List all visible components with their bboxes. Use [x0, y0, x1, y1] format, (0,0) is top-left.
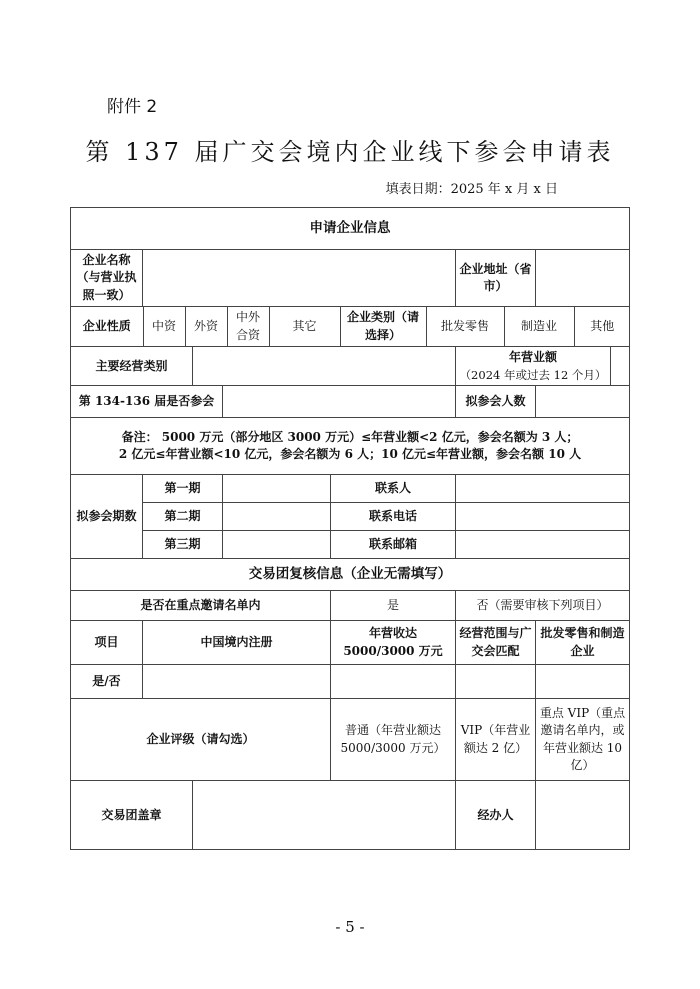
- annual-revenue-label: 年营业额 （2024 年或过去 12 个月）: [456, 347, 611, 385]
- contact-label: 联系电话: [331, 503, 456, 531]
- yes-no-label: 是/否: [71, 665, 143, 699]
- seal-field[interactable]: [193, 781, 456, 850]
- quota-note: 备注： 5000 万元（部分地区 3000 万元）≤年营业额<2 亿元，参会名额为 3 人； 2 亿元≤年营业额<10 亿元，参会名额为 6 人；10 亿元≤年营业额，参会名额 10 人: [71, 418, 630, 475]
- key-list-no[interactable]: 否（需要审核下列项目）: [456, 591, 630, 621]
- phase-field[interactable]: [223, 531, 331, 559]
- nature-option[interactable]: 外资: [185, 307, 227, 346]
- item-label: 项目: [71, 621, 143, 665]
- phase-field[interactable]: [223, 475, 331, 503]
- handler-label: 经办人: [456, 781, 536, 850]
- contact-field[interactable]: [456, 531, 630, 559]
- sessions-label: 拟参会期数: [71, 475, 143, 559]
- planned-attendees-label: 拟参会人数: [456, 386, 536, 418]
- planned-attendees-field[interactable]: [536, 386, 630, 418]
- main-business-field[interactable]: [193, 347, 456, 386]
- past-sessions-label: 第 134-136 届是否参会: [71, 386, 223, 418]
- check-item: 经营范围与广交会匹配: [456, 621, 536, 665]
- category-option[interactable]: 其他: [590, 318, 615, 333]
- category-option[interactable]: 批发零售: [426, 307, 504, 346]
- phase-label: 第三期: [143, 531, 223, 559]
- page-title: 第 137 届广交会境内企业线下参会申请表: [85, 138, 615, 166]
- nature-category-row: [71, 307, 630, 346]
- check-result[interactable]: [331, 665, 456, 699]
- company-address-field[interactable]: [536, 250, 630, 307]
- seal-label: 交易团盖章: [71, 781, 193, 850]
- annual-revenue-field[interactable]: [611, 347, 630, 385]
- fill-date: 填表日期：2025 年 x 月 x 日: [385, 182, 558, 197]
- check-result[interactable]: [456, 665, 536, 699]
- applicant-section-title: 申请企业信息: [71, 208, 630, 250]
- nature-option[interactable]: 中外合资: [227, 307, 269, 346]
- rating-option-vip[interactable]: VIP（年营业额达 2 亿）: [456, 699, 536, 781]
- nature-option[interactable]: 其它: [269, 307, 340, 346]
- nature-option[interactable]: 中资: [143, 307, 185, 346]
- check-result[interactable]: [536, 665, 630, 699]
- check-item: 年营收达 5000/3000 万元: [331, 621, 456, 665]
- review-section-title: 交易团复核信息（企业无需填写）: [71, 559, 630, 591]
- rating-label: 企业评级（请勾选）: [71, 699, 331, 781]
- key-list-yes[interactable]: 是: [331, 591, 456, 621]
- handler-field[interactable]: [536, 781, 630, 850]
- contact-label: 联系人: [331, 475, 456, 503]
- category-label: 企业类别（请选择）: [340, 307, 426, 346]
- category-option[interactable]: 制造业: [504, 307, 574, 346]
- company-name-field[interactable]: [143, 250, 456, 307]
- main-business-label: 主要经营类别: [71, 347, 193, 386]
- page-number: - 5 -: [335, 918, 365, 936]
- phase-label: 第一期: [143, 475, 223, 503]
- check-result[interactable]: [143, 665, 331, 699]
- company-address-label: 企业地址（省市）: [456, 250, 536, 307]
- company-name-label: 企业名称（与营业执照一致）: [71, 250, 143, 307]
- key-list-label: 是否在重点邀请名单内: [71, 591, 331, 621]
- contact-field[interactable]: [456, 503, 630, 531]
- check-item: 中国境内注册: [143, 621, 331, 665]
- attachment-label: 附件 2: [107, 97, 158, 117]
- contact-label: 联系邮箱: [331, 531, 456, 559]
- contact-field[interactable]: [456, 475, 630, 503]
- application-form: [70, 207, 630, 850]
- check-item: 批发零售和制造企业: [536, 621, 630, 665]
- phase-label: 第二期: [143, 503, 223, 531]
- nature-label: 企业性质: [71, 307, 143, 346]
- rating-option-key-vip[interactable]: 重点 VIP（重点邀请名单内，或年营业额达 10 亿）: [536, 699, 630, 781]
- phase-field[interactable]: [223, 503, 331, 531]
- rating-option-normal[interactable]: 普通（年营业额达 5000/3000 万元）: [331, 699, 456, 781]
- past-sessions-field[interactable]: [223, 386, 456, 418]
